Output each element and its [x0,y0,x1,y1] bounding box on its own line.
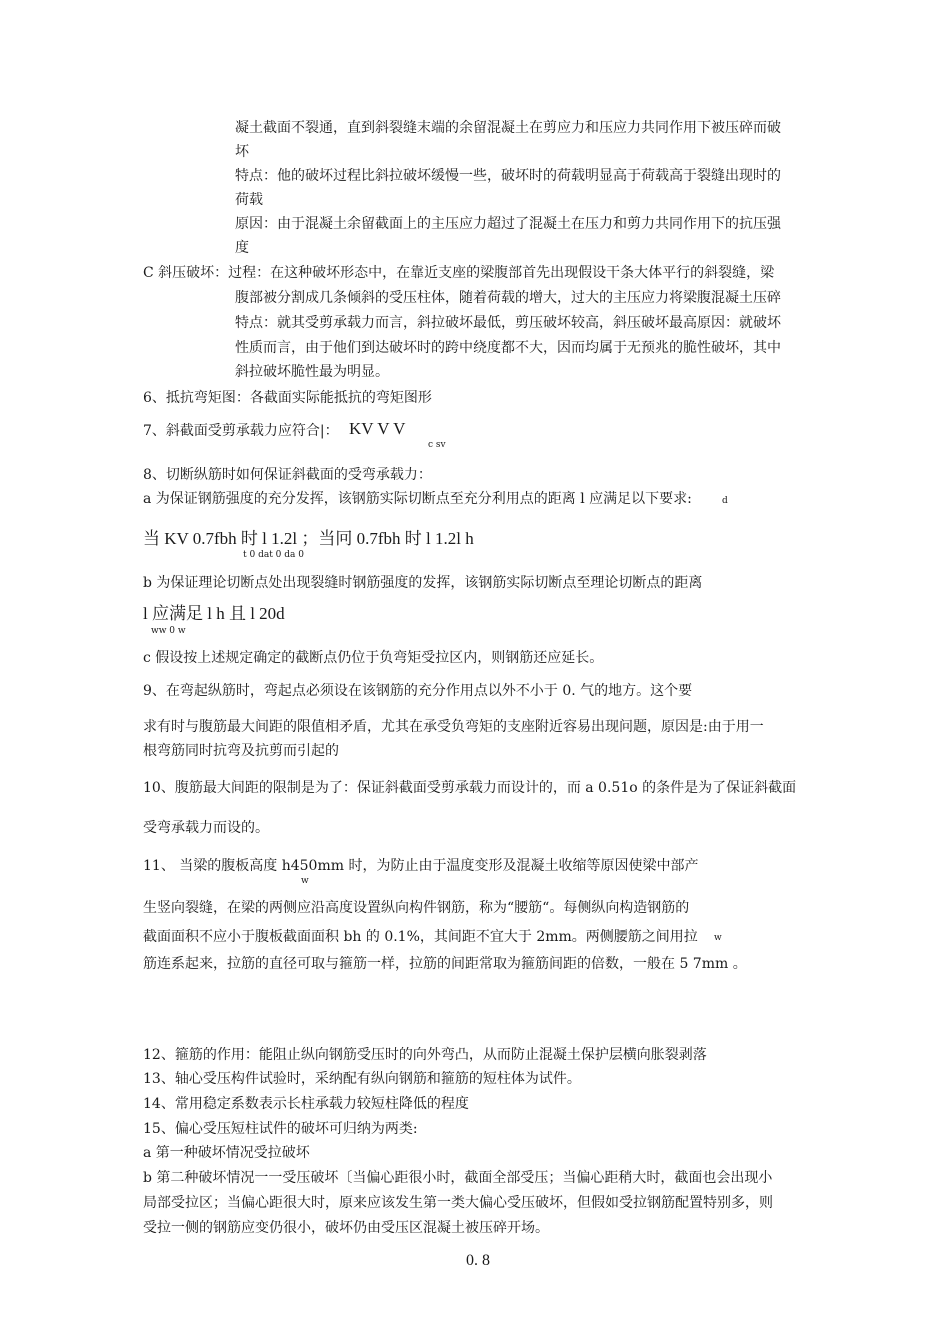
paragraph-line: C 斜压破坏：过程：在这种破坏形态中，在靠近支座的梁腹部首先出现假设干条大体平行的斜裂缝，梁 [143,265,775,281]
item-9-line: 根弯筋同时抗弯及抗剪而引起的 [143,743,339,759]
item-14: 14、常用稳定系数表示长柱承载力较短柱降低的程度 [143,1096,469,1112]
item-8-formula-1-subscript: t 0 dat 0 da 0 [243,550,304,560]
paragraph-line: 原因：由于混凝土余留截面上的主压应力超过了混凝土在压力和剪力共同作用下的抗压强 [235,216,781,232]
paragraph-line: 凝土截面不裂通，直到斜裂缝末端的余留混凝土在剪应力和压应力共同作用下被压碎而破 [235,120,781,136]
item-7-text: 7、斜截面受剪承载力应符合|： [143,423,339,439]
paragraph-line: 特点：就其受剪承载力而言，斜拉破坏最低，剪压破坏较高，斜压破坏最高原因：就破坏 [235,315,781,331]
item-11-subscript: w [301,876,309,886]
item-7-formula: KV V V [349,419,406,438]
item-8-b: b 为保证理论切断点处出现裂缝时钢筋强度的发挥，该钢筋实际切断点至理论切断点的距离 [143,575,703,591]
paragraph-line: 荷载 [235,192,263,208]
item-9-line: 求有时与腹筋最大间距的限值相矛盾，尤其在承受负弯矩的支座附近容易出现问题，原因是:由于用一 [143,719,764,735]
item-11-line: 11、 当梁的腹板高度 h450mm 时，为防止由于温度变形及混凝土收缩等原因使梁中部产 [143,858,699,874]
paragraph-line: 斜拉破坏脆性最为明显。 [235,364,389,380]
item-6: 6、抵抗弯矩图：各截面实际能抵抗的弯矩图形 [143,390,432,406]
item-8-formula-1: 当 KV 0.7fbh 时 l 1.2l ；当冋 0.7fbh 时 l 1.2l h [143,529,474,548]
item-11-line: 截面面积不应小于腹板截面面积 bh 的 0.1%，其间距不宜大于 2mm。两侧腰筋之间用拉 [143,929,698,945]
paragraph-line: 度 [235,240,249,256]
item-15-b-line: 局部受拉区；当偏心距很大时，原来应该发生第一类大偏心受压破坏，但假如受拉钢筋配置特别多，则 [143,1195,773,1211]
item-15-b-line: b 第二种破坏情况一一受压破坏〔当偏心距很小时，截面全部受压；当偏心距稍大时，截面也会出现小 [143,1170,773,1186]
paragraph-line: 坏 [235,144,249,160]
item-11-subscript: w [714,933,722,943]
item-15-title: 15、偏心受压短柱试件的破坏可归纳为两类: [143,1121,418,1137]
item-15-b-line: 受拉一侧的钢筋应变仍很小，破坏仍由受压区混凝土被压碎开场。 [143,1220,549,1236]
item-8-a-subscript: d [722,496,728,506]
item-7-formula-subscript: c sv [428,440,446,450]
item-11-line: 筋连系起来，拉筋的直径可取与箍筋一样，拉筋的间距常取为箍筋间距的倍数，一般在 5 7mm 。 [143,956,747,972]
item-8-formula-2-subscript: ww 0 w [151,626,186,636]
item-8-a: a 为保证钢筋强度的充分发挥，该钢筋实际切断点至充分利用点的距离 l 应满足以下要求: [143,491,692,507]
paragraph-line: 性质而言，由于他们到达破坏时的跨中绕度都不大，因而均属于无预兆的脆性破坏，其中 [235,340,781,356]
item-8-formula-2: l 应满足 l h 且 l 20d [143,604,285,623]
paragraph-line: 腹部被分割成几条倾斜的受压柱体，随着荷载的增大，过大的主压应力将梁腹混凝土压碎 [235,290,781,306]
item-12: 12、箍筋的作用：能阻止纵向钢筋受压时的向外弯凸，从而防止混凝土保护层横向胀裂剥落 [143,1047,707,1063]
item-10-line: 受弯承载力而设的。 [143,820,269,836]
item-8-title: 8、切断纵筋时如何保证斜截面的受弯承载力： [143,467,432,483]
item-9-line: 9、在弯起纵筋时，弯起点必须设在该钢筋的充分作用点以外不小于 0. 气的地方。这个要 [143,683,693,699]
page-number: 0. 8 [466,1252,490,1269]
item-10-line: 10、腹筋最大间距的限制是为了：保证斜截面受剪承载力而设计的，而 a 0.51o 的条件是为了保证斜截面 [143,780,797,796]
item-13: 13、轴心受压构件试验时，采纳配有纵向钢筋和箍筋的短柱体为试件。 [143,1071,581,1087]
item-8-c: c 假设按上述规定确定的截断点仍位于负弯矩受拉区内，则钢筋还应延长。 [143,650,604,666]
item-11-line: 生竖向裂缝，在梁的两侧应沿高度设置纵向构件钢筋，称为“腰筋“。每侧纵向构造钢筋的 [143,900,690,916]
item-15-a: a 第一种破坏情况受拉破坏 [143,1145,310,1161]
paragraph-line: 特点：他的破坏过程比斜拉破坏缓慢一些，破坏时的荷载明显高于荷载高于裂缝出现时的 [235,168,781,184]
